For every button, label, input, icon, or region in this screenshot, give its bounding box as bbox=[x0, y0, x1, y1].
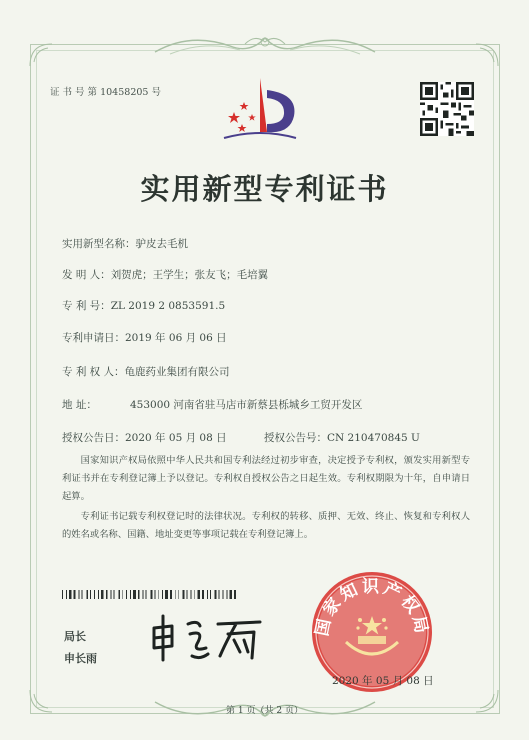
field-utility-model-name bbox=[62, 236, 188, 251]
field-grant-number bbox=[264, 430, 420, 445]
field-grant-date bbox=[62, 430, 227, 445]
field-value: 刘贺虎；王学生；张友飞；毛培翼 bbox=[110, 269, 269, 281]
field-value: 龟鹿药业集团有限公司 bbox=[124, 366, 230, 378]
handwritten-signature bbox=[148, 612, 268, 668]
top-ornament bbox=[150, 30, 380, 60]
field-label: 专 利 权 人： bbox=[62, 366, 125, 378]
field-value: 2020 年 05 月 08 日 bbox=[125, 432, 227, 444]
certificate-number-suffix: 号 bbox=[151, 87, 161, 98]
field-patentee bbox=[62, 364, 230, 379]
field-label: 实用新型名称： bbox=[62, 238, 136, 250]
field-filing-date bbox=[62, 330, 227, 345]
page-indicator: 第 1 页（共 2 页） bbox=[226, 706, 303, 716]
cnipa-logo-icon bbox=[220, 72, 300, 152]
certificate-title: 实用新型专利证书 bbox=[140, 172, 389, 206]
field-value: CN 210470845 U bbox=[327, 432, 420, 444]
field-value: ZL 2019 2 0853591.5 bbox=[110, 300, 226, 312]
barcode bbox=[62, 590, 237, 599]
director-title: 局长 bbox=[64, 630, 86, 643]
field-address bbox=[62, 397, 362, 412]
qr-code bbox=[420, 82, 474, 136]
field-value: 2019 年 06 月 06 日 bbox=[125, 332, 227, 344]
field-value: 驴皮去毛机 bbox=[135, 238, 188, 250]
field-patent-number bbox=[62, 298, 225, 313]
seal-date: 2020 年 05 月 08 日 bbox=[332, 675, 434, 687]
director-name: 申长雨 bbox=[64, 652, 97, 665]
field-label: 授权公告号： bbox=[264, 432, 327, 444]
corner-ornament-tl bbox=[28, 42, 54, 68]
field-label: 地 址： bbox=[62, 399, 97, 411]
certificate-number-value: 10458205 bbox=[100, 87, 149, 98]
field-value: 453000 河南省驻马店市新蔡县栎城乡工贸开发区 bbox=[130, 399, 363, 411]
field-label: 发 明 人： bbox=[62, 269, 111, 281]
grant-statement-paragraph: 国家知识产权局依照中华人民共和国专利法经过初步审查，决定授予专利权，颁发实用新型专利证书并在专利登记簿上予以登记。专利权自授权公告之日起生效。专利权期限为十年，自申请日起算。 bbox=[62, 455, 470, 502]
field-label: 专利申请日： bbox=[62, 332, 125, 344]
field-inventors bbox=[62, 267, 268, 282]
certificate-number-label: 证 书 号 第 bbox=[50, 87, 98, 98]
corner-ornament-tr bbox=[474, 42, 500, 68]
field-label: 授权公告日： bbox=[62, 432, 125, 444]
certificate-number bbox=[50, 84, 161, 98]
legal-status-paragraph: 专利证书记载专利权登记时的法律状况。专利权的转移、质押、无效、终止、恢复和专利权人的姓名或名称、国籍、地址变更等事项记载在专利登记簿上。 bbox=[62, 511, 470, 540]
seal-text: 国家知识产权局 bbox=[312, 577, 432, 638]
field-label: 专 利 号： bbox=[62, 300, 111, 312]
